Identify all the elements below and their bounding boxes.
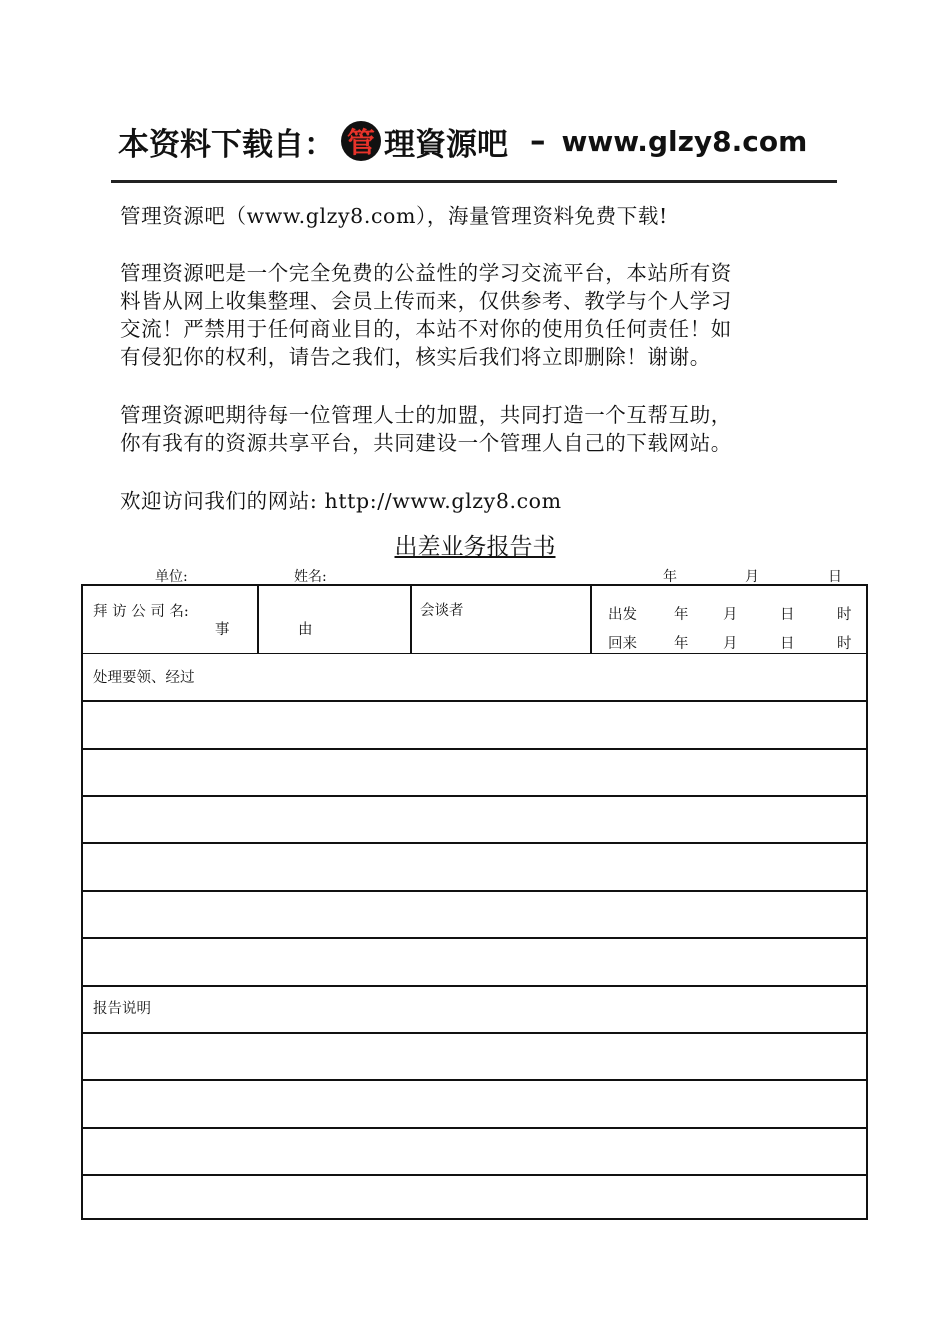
depart-month: 月 (723, 607, 738, 623)
meta-day: 日 (828, 569, 842, 585)
row-line (83, 937, 866, 939)
depart-year: 年 (674, 607, 689, 623)
notice-paragraph-2: 管理资源吧是一个完全免费的公益性的学习交流平台，本站所有资 料皆从网上收集整理、会员上传而来，仅供参考、教学与个人学习 交流！严禁用于任何商业目的，本站不对你的使用负任何责任！如 有侵犯你的权利，请告之我们，核实后我们将立即删除！谢谢。 (120, 261, 732, 369)
meta-name: 姓名: (294, 569, 327, 585)
form-title: 出差业务报告书 (394, 534, 556, 560)
depart-label: 出发 (608, 607, 637, 623)
row-line (83, 1032, 866, 1034)
row-line (83, 748, 866, 750)
matter-label-2: 由 (298, 622, 313, 638)
row-line (83, 1174, 866, 1176)
visit-company-label: 拜 访 公 司 名: (93, 604, 189, 620)
row-line (83, 985, 866, 987)
logo-icon: 管 (341, 121, 381, 161)
meta-month: 月 (745, 569, 759, 585)
row-line (83, 700, 866, 702)
report-table (81, 584, 868, 1220)
download-banner (118, 118, 838, 164)
notice-line-1: 管理资源吧（www.glzy8.com），海量管理资料免费下载! (120, 204, 668, 228)
depart-hour: 时 (837, 607, 852, 623)
banner-prefix: 本资料下载自： (118, 126, 335, 163)
return-month: 月 (723, 636, 738, 652)
return-year: 年 (674, 636, 689, 652)
meta-year: 年 (663, 569, 677, 585)
return-hour: 时 (837, 636, 852, 652)
row-line (83, 795, 866, 797)
interviewee-label: 会谈者 (420, 603, 464, 619)
meta-unit: 单位: (155, 569, 188, 585)
report-label: 报告说明 (93, 1001, 151, 1017)
row-line (83, 890, 866, 892)
process-label: 处理要领、经过 (93, 670, 195, 686)
matter-label-1: 事 (215, 622, 230, 638)
banner-url[interactable]: www.glzy8.com (561, 124, 808, 158)
return-day: 日 (780, 636, 795, 652)
row-line (83, 842, 866, 844)
notice-paragraph-3: 管理资源吧期待每一位管理人士的加盟，共同打造一个互帮互助， 你有我有的资源共享平台，共同建设一个管理人自己的下载网站。 (120, 403, 732, 455)
banner-site-name: 理資源吧 (384, 126, 508, 163)
header-row (83, 586, 866, 654)
notice-website: 欢迎访问我们的网站: http://www.glzy8.com (120, 489, 562, 513)
depart-day: 日 (780, 607, 795, 623)
header-rule (111, 180, 837, 183)
banner-dash: – (530, 123, 546, 159)
row-line (83, 1079, 866, 1081)
return-label: 回来 (608, 636, 637, 652)
row-line (83, 1127, 866, 1129)
